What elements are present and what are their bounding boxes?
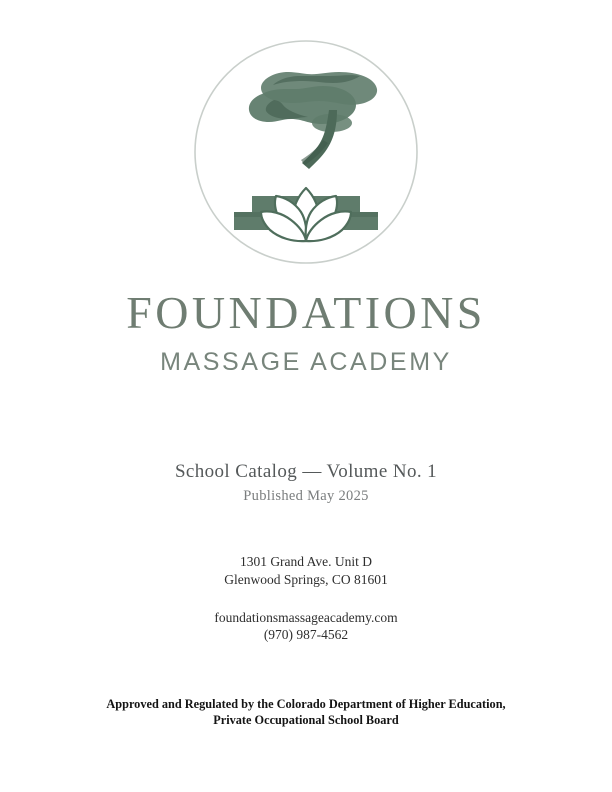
brand-title: FOUNDATIONS xyxy=(126,287,486,338)
catalog-info xyxy=(175,461,437,505)
address-line-2: Glenwood Springs, CO 81601 xyxy=(224,571,388,587)
address-line-1: 1301 Grand Ave. Unit D xyxy=(239,554,373,569)
catalog-published-date: Published May 2025 xyxy=(243,488,369,504)
bonsai-tree-lotus-logo-icon xyxy=(190,36,422,268)
address-block xyxy=(224,553,388,589)
logo-block xyxy=(126,36,486,376)
catalog-volume: School Catalog — Volume No. 1 xyxy=(174,461,438,482)
wordmark xyxy=(126,287,486,376)
brand-subtitle: MASSAGE ACADEMY xyxy=(160,348,452,376)
website-link[interactable]: foundationsmassageacademy.com xyxy=(214,609,398,625)
approval-statement xyxy=(106,696,505,728)
approval-line-2: Private Occupational School Board xyxy=(213,713,399,728)
contact-block xyxy=(214,609,397,645)
phone-number[interactable]: (970) 987-4562 xyxy=(263,627,349,643)
approval-line-1: Approved and Regulated by the Colorado Department of Higher Education, xyxy=(106,697,506,712)
